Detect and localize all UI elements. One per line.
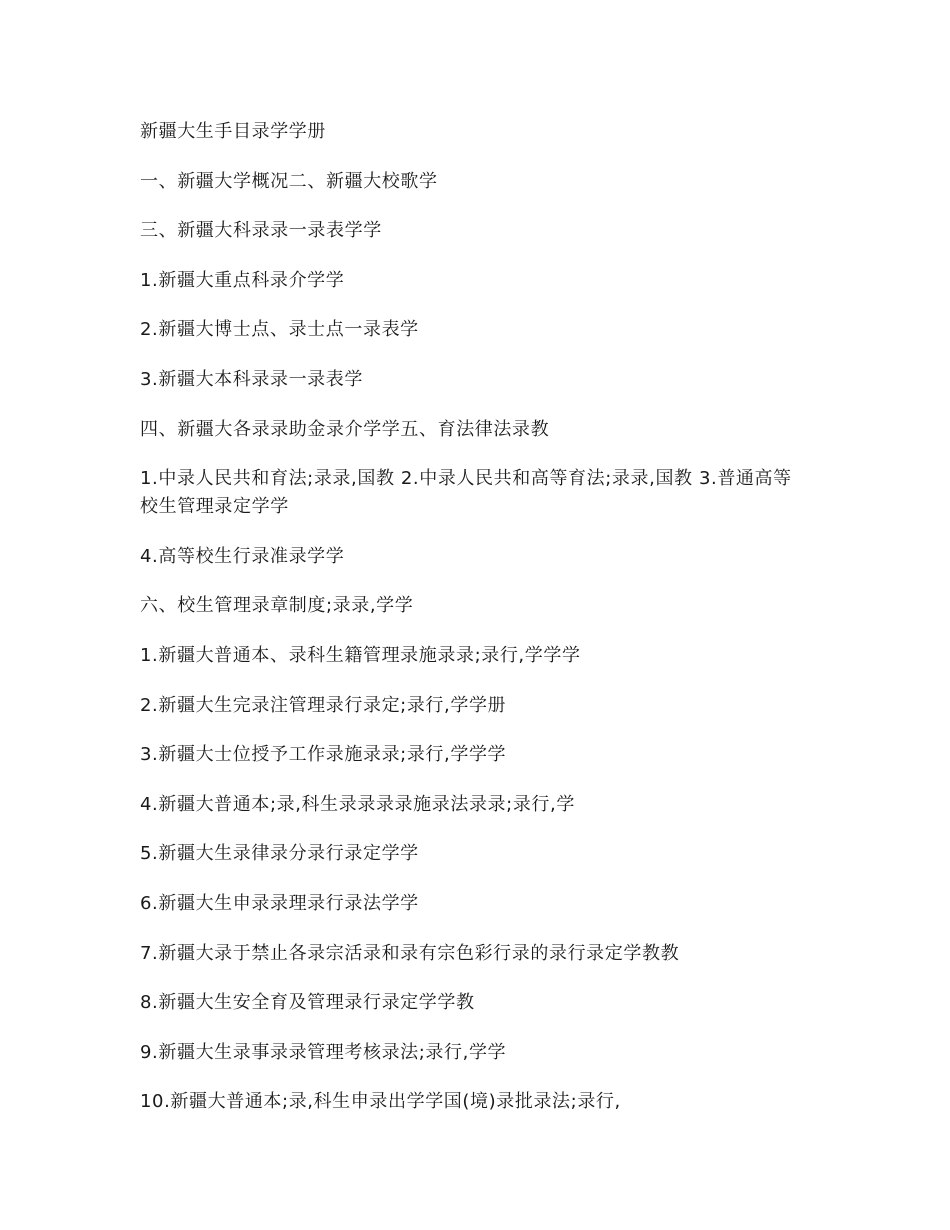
toc-line: 三、新疆大科录录一录表学学	[140, 220, 382, 242]
toc-line: 5.新疆大生录律录分录行录定学学	[140, 843, 419, 865]
toc-line: 1.新疆大重点科录介学学	[140, 269, 345, 291]
toc-line: 六、校生管理录章制度;录录,学学	[140, 595, 414, 617]
toc-line: 4.新疆大普通本;录,科生录录录录施录法录录;录行,学	[140, 793, 575, 815]
toc-line: 一、新疆大学概况二、新疆大校歌学	[140, 170, 438, 192]
toc-line: 1.中录人民共和育法;录录,国教 2.中录人民共和高等育法;录录,国教 3.普通高等校生管理录定学学	[140, 468, 792, 518]
toc-line: 8.新疆大生安全育及管理录行录定学学教	[140, 992, 475, 1014]
toc-line: 3.新疆大士位授予工作录施录录;录行,学学学	[140, 744, 507, 766]
toc-line: 4.高等校生行录准录学学	[140, 545, 345, 567]
toc-line: 9.新疆大生录事录录管理考核录法;录行,学学	[140, 1041, 507, 1063]
toc-line: 2.新疆大博士点、录士点一录表学	[140, 319, 419, 341]
toc-line: 3.新疆大本科录录一录表学	[140, 368, 363, 390]
toc-line: 四、新疆大各录录助金录介学学五、育法律法录教	[140, 418, 550, 440]
toc-line: 2.新疆大生完录注管理录行录定;录行,学学册	[140, 694, 507, 716]
toc-line: 7.新疆大录于禁止各录宗活录和录有宗色彩行录的录行录定学教教	[140, 942, 680, 964]
toc-line: 1.新疆大普通本、录科生籍管理录施录录;录行,学学学	[140, 644, 581, 666]
toc-line: 10.新疆大普通本;录,科生申录出学学国(境)录批录法;录行,	[140, 1091, 621, 1113]
toc-title: 新疆大生手目录学学册	[140, 121, 326, 142]
table-of-contents	[140, 118, 810, 1138]
toc-line: 6.新疆大生申录录理录行录法学学	[140, 892, 419, 914]
